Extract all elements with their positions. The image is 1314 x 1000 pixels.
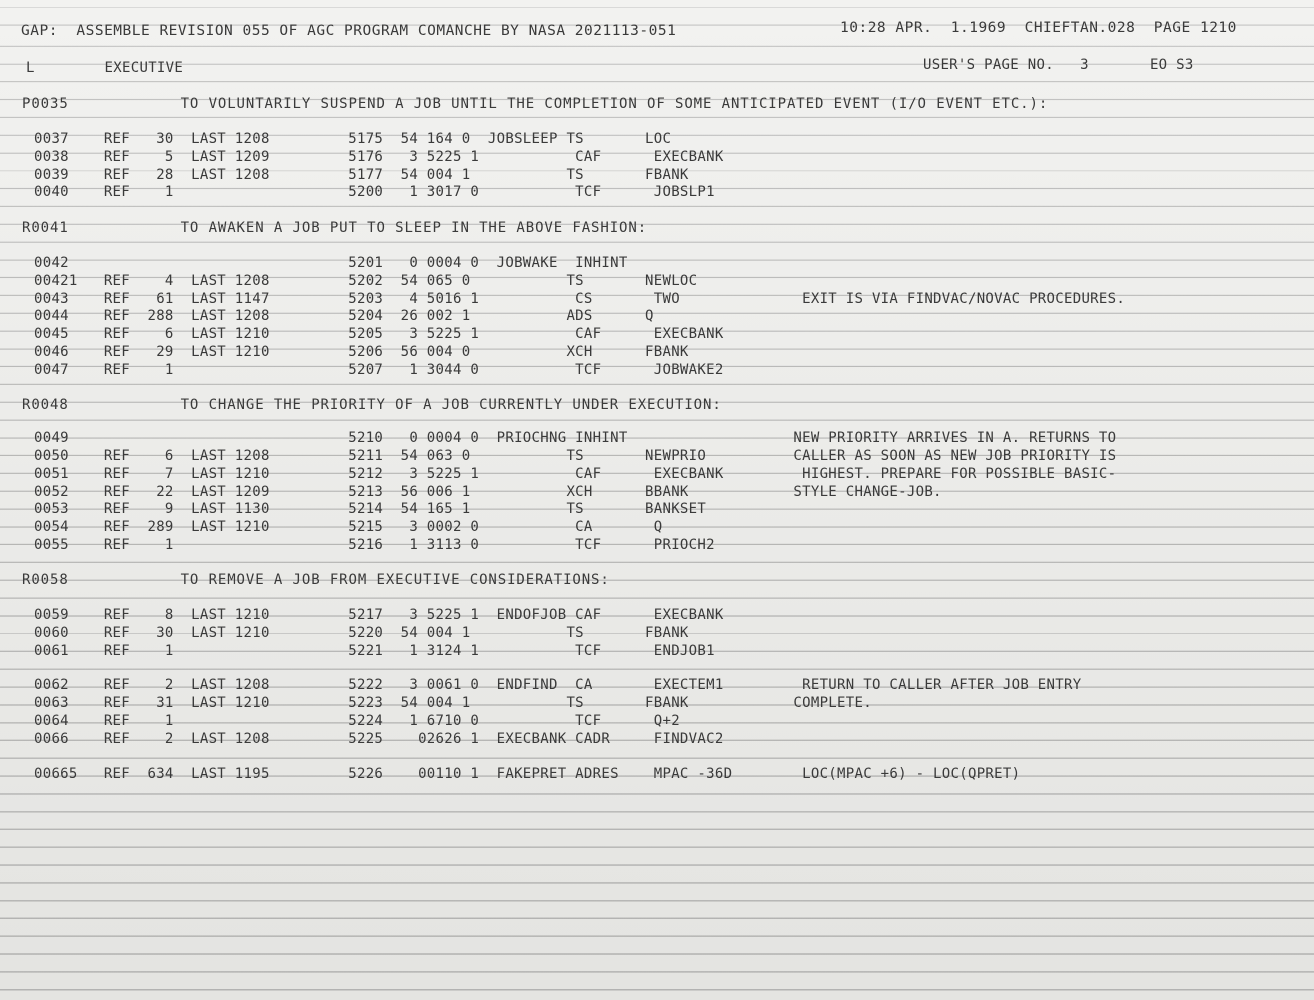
listing-line: 0046 REF 29 LAST 1210 5206 56 004 0 XCH FBANK: [34, 344, 689, 360]
listing-line: 0042 5201 0 0004 0 JOBWAKE INHINT: [34, 255, 628, 271]
listing-line: 0055 REF 1 5216 1 3113 0 TCF PRIOCH2: [34, 537, 715, 553]
listing-line: 0044 REF 288 LAST 1208 5204 26 002 1 ADS Q: [34, 308, 654, 324]
section-title: R0058 TO REMOVE A JOB FROM EXECUTIVE CONSIDERATIONS:: [22, 572, 610, 588]
header-right: 10:28 APR. 1.1969 CHIEFTAN.028 PAGE 1210: [840, 20, 1237, 36]
listing-line: 0052 REF 22 LAST 1209 5213 56 006 1 XCH BBANK STYLE CHANGE-JOB.: [34, 484, 942, 500]
listing-line: 0061 REF 1 5221 1 3124 1 TCF ENDJOB1: [34, 643, 715, 659]
listing-line: 0064 REF 1 5224 1 6710 0 TCF Q+2: [34, 713, 680, 729]
header-left: GAP: ASSEMBLE REVISION 055 OF AGC PROGRAM COMANCHE BY NASA 2021113-051: [21, 23, 677, 39]
listing-line: 0050 REF 6 LAST 1208 5211 54 063 0 TS NEWPRIO CALLER AS SOON AS NEW JOB PRIORITY IS: [34, 448, 1117, 464]
listing-line: 0062 REF 2 LAST 1208 5222 3 0061 0 ENDFIND CA EXECTEM1 RETURN TO CALLER AFTER JOB ENTRY: [34, 677, 1082, 693]
subheader-left: L EXECUTIVE: [26, 60, 184, 76]
listing-line: 0037 REF 30 LAST 1208 5175 54 164 0 JOBSLEEP TS LOC: [34, 131, 672, 147]
listing-line: 0063 REF 31 LAST 1210 5223 54 004 1 TS FBANK COMPLETE.: [34, 695, 872, 711]
listing-line: 0047 REF 1 5207 1 3044 0 TCF JOBWAKE2: [34, 362, 724, 378]
listing-line: 0054 REF 289 LAST 1210 5215 3 0002 0 CA Q: [34, 519, 663, 535]
listing-line: 00421 REF 4 LAST 1208 5202 54 065 0 TS NEWLOC: [34, 273, 698, 289]
listing-line: 0049 5210 0 0004 0 PRIOCHNG INHINT NEW PRIORITY ARRIVES IN A. RETURNS TO: [34, 430, 1117, 446]
listing-line: 0043 REF 61 LAST 1147 5203 4 5016 1 CS TWO EXIT IS VIA FINDVAC/NOVAC PROCEDURES.: [34, 291, 1126, 307]
section-title: R0041 TO AWAKEN A JOB PUT TO SLEEP IN THE ABOVE FASHION:: [22, 220, 648, 236]
listing-line: 0045 REF 6 LAST 1210 5205 3 5225 1 CAF EXECBANK: [34, 326, 724, 342]
listing-line: 0051 REF 7 LAST 1210 5212 3 5225 1 CAF EXECBANK HIGHEST. PREPARE FOR POSSIBLE BASIC-: [34, 466, 1117, 482]
section-title: P0035 TO VOLUNTARILY SUSPEND A JOB UNTIL THE COMPLETION OF SOME ANTICIPATED EVENT (I/O EVENT ETC.):: [22, 96, 1049, 112]
listing-line: 00665 REF 634 LAST 1195 5226 00110 1 FAKEPRET ADRES MPAC -36D LOC(MPAC +6) - LOC(QPRET): [34, 766, 1021, 782]
listing-line: 0059 REF 8 LAST 1210 5217 3 5225 1 ENDOFJOB CAF EXECBANK: [34, 607, 724, 623]
listing-line: 0066 REF 2 LAST 1208 5225 02626 1 EXECBANK CADR FINDVAC2: [34, 731, 724, 747]
listing-line: 0053 REF 9 LAST 1130 5214 54 165 1 TS BANKSET: [34, 501, 707, 517]
section-title: R0048 TO CHANGE THE PRIORITY OF A JOB CURRENTLY UNDER EXECUTION:: [22, 397, 722, 413]
subheader-right: USER'S PAGE NO. 3 EO S3: [923, 57, 1194, 73]
listing-line: 0040 REF 1 5200 1 3017 0 TCF JOBSLP1: [34, 184, 715, 200]
listing-line: 0060 REF 30 LAST 1210 5220 54 004 1 TS FBANK: [34, 625, 689, 641]
listing-line: 0039 REF 28 LAST 1208 5177 54 004 1 TS FBANK: [34, 167, 689, 183]
listing-line: 0038 REF 5 LAST 1209 5176 3 5225 1 CAF EXECBANK: [34, 149, 724, 165]
